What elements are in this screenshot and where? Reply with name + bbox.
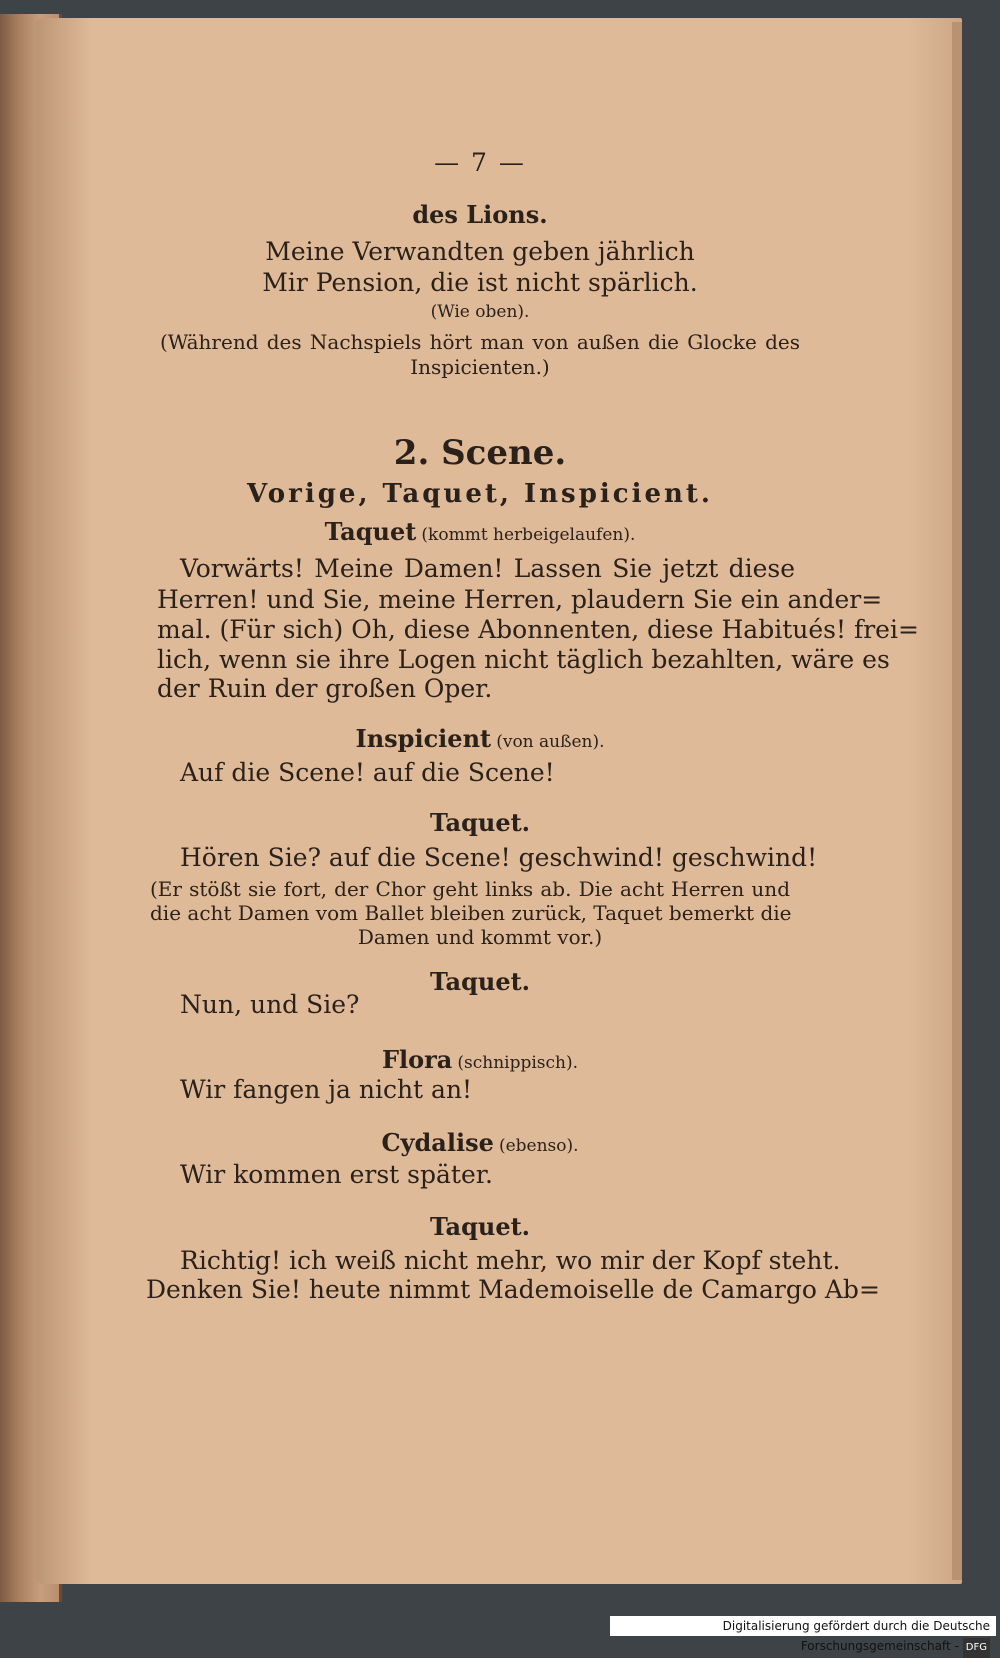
- speaker-heading: [140, 724, 820, 753]
- dialogue-line: Richtig! ich weiß nicht mehr, wo mir der Kopf steht.: [180, 1246, 841, 1275]
- dialogue-line: Vorwärts! Meine Damen! Lassen Sie jetzt diese: [180, 554, 795, 583]
- dialogue-line: Auf die Scene! auf die Scene!: [180, 758, 555, 787]
- dialogue-line: Nun, und Sie?: [180, 990, 360, 1019]
- stage-direction: Inspicienten.): [410, 355, 550, 379]
- stage-direction: (Während des Nachspiels hört man von außen die Glocke des: [160, 330, 800, 354]
- stage-direction: (Er stößt sie fort, der Chor geht links ab. Die acht Herren und: [150, 877, 790, 901]
- speaker-label: des Lions.: [412, 200, 548, 229]
- digitization-credit: [610, 1616, 996, 1653]
- speaker-label: Taquet: [324, 517, 417, 546]
- speaker-label: Flora: [381, 1045, 453, 1074]
- dialogue-line: mal. (Für sich) Oh, diese Abonnenten, diese Habitués! frei=: [157, 615, 919, 644]
- speaker-label: Inspicient: [355, 724, 492, 753]
- dfg-logo: DFG: [963, 1638, 990, 1658]
- stage-direction: die acht Damen vom Ballet bleiben zurück, Taquet bemerkt die: [150, 901, 792, 925]
- dialogue-line: Hören Sie? auf die Scene! geschwind! geschwind!: [180, 843, 818, 872]
- speaker-heading: [140, 517, 820, 546]
- scene-title: 2. Scene.: [393, 433, 567, 473]
- page-number: — 7 —: [434, 148, 526, 177]
- speaker-heading: [140, 1128, 820, 1157]
- verse-line: Mir Pension, die ist nicht spärlich.: [262, 268, 698, 297]
- dialogue-line: Wir fangen ja nicht an!: [180, 1075, 473, 1104]
- speaker-label: Taquet.: [429, 1212, 531, 1241]
- dialogue-line: Wir kommen erst später.: [180, 1160, 493, 1189]
- stage-direction: Damen und kommt vor.): [357, 925, 603, 949]
- verse-line: Meine Verwandten geben jährlich: [265, 237, 695, 266]
- speaker-label: Cydalise: [381, 1128, 494, 1157]
- speaker-label: Taquet.: [429, 808, 531, 837]
- stage-direction: (kommt herbeigelaufen).: [421, 525, 636, 545]
- credit-text: Digitalisierung gefördert durch die Deutsche Forschungsgemeinschaft -: [722, 1619, 990, 1653]
- stage-direction: (von außen).: [496, 732, 605, 752]
- stage-direction: (Wie oben).: [430, 302, 530, 322]
- dialogue-line: lich, wenn sie ihre Logen nicht täglich bezahlten, wäre es: [157, 645, 890, 674]
- page-edge: [952, 22, 962, 1580]
- dialogue-line: der Ruin der großen Oper.: [157, 674, 493, 703]
- dialogue-line: Herren! und Sie, meine Herren, plaudern Sie ein ander=: [157, 585, 883, 614]
- stage-direction: (schnippisch).: [457, 1053, 579, 1073]
- dialogue-line: Denken Sie! heute nimmt Mademoiselle de Camargo Ab=: [146, 1275, 880, 1304]
- dramatis-personae: Vorige, Taquet, Inspicient.: [247, 479, 713, 509]
- speaker-label: Taquet.: [429, 967, 531, 996]
- speaker-heading: [140, 1045, 820, 1074]
- stage-direction: (ebenso).: [498, 1136, 579, 1156]
